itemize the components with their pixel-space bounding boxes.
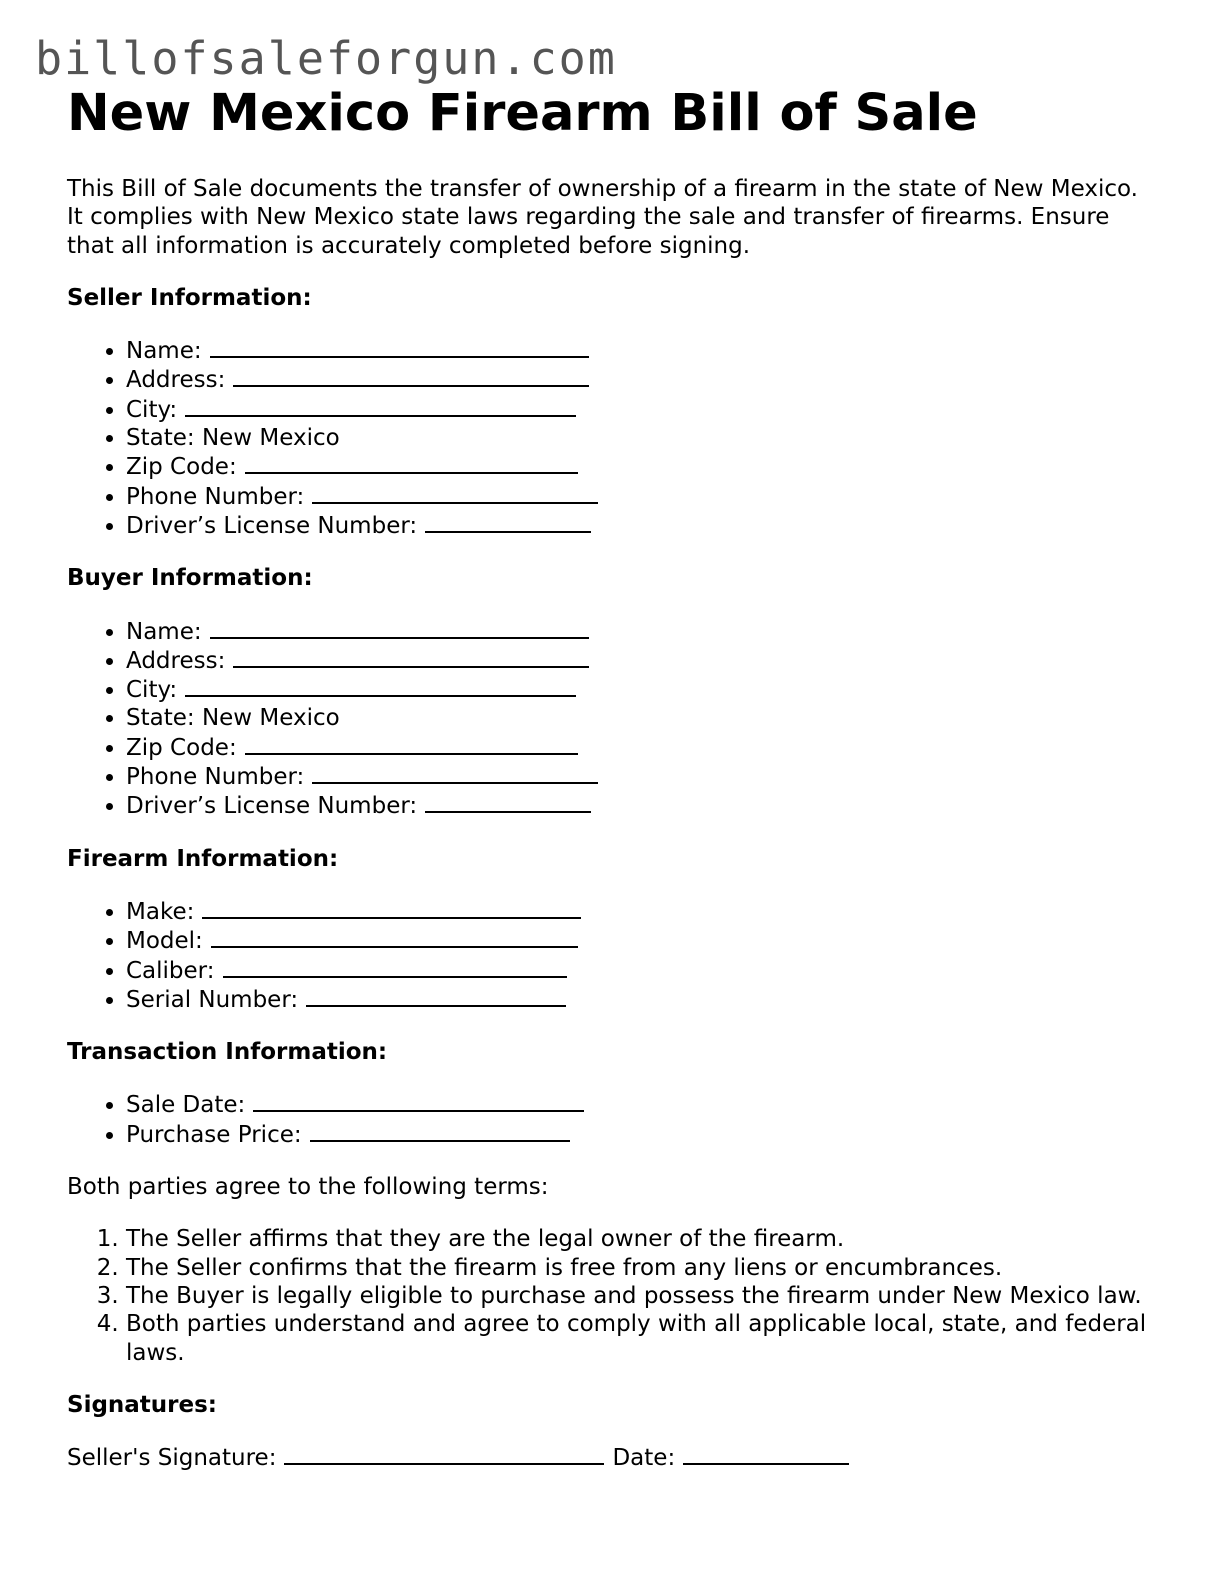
buyer-phone-item	[126, 762, 1157, 791]
seller-signature-label: Seller's Signature:	[67, 1445, 277, 1472]
seller-name-blank[interactable]	[210, 336, 589, 358]
firearm-make-item	[126, 897, 1157, 926]
buyer-zip-blank[interactable]	[245, 733, 578, 755]
buyer-phone-label: Phone Number:	[126, 764, 305, 791]
firearm-serial-item	[126, 985, 1157, 1014]
buyer-address-item	[126, 646, 1157, 675]
firearm-heading: Firearm Information:	[67, 845, 339, 872]
intro-paragraph: This Bill of Sale documents the transfer of ownership of a firearm in the state of New Mexico. It complies with New Mexico state laws regarding the sale and transfer of firearms. Ensure that all information is accurately completed before signing.	[67, 176, 1138, 259]
transaction-fields	[67, 1090, 1157, 1149]
transaction-heading: Transaction Information:	[67, 1039, 388, 1066]
firearm-serial-label: Serial Number:	[126, 986, 299, 1013]
firearm-model-blank[interactable]	[211, 926, 578, 948]
firearm-make-blank[interactable]	[202, 897, 581, 919]
buyer-name-item	[126, 617, 1157, 646]
transaction-price-item	[126, 1120, 1157, 1149]
sale-date-label: Sale Date:	[126, 1092, 246, 1119]
buyer-address-blank[interactable]	[233, 646, 589, 668]
seller-signature-blank[interactable]	[284, 1443, 604, 1465]
seller-zip-item	[126, 452, 1157, 481]
seller-city-blank[interactable]	[185, 395, 576, 417]
buyer-state-label: State: New Mexico	[126, 705, 340, 732]
document-title: New Mexico Firearm Bill of Sale	[67, 84, 978, 143]
firearm-serial-blank[interactable]	[306, 985, 566, 1007]
seller-zip-label: Zip Code:	[126, 454, 237, 481]
firearm-model-label: Model:	[126, 928, 203, 955]
seller-state-label: State: New Mexico	[126, 425, 340, 452]
seller-name-label: Name:	[126, 338, 202, 365]
seller-phone-item	[126, 482, 1157, 511]
seller-zip-blank[interactable]	[245, 452, 578, 474]
term-item: 3. The Buyer is legally eligible to purchase and possess the firearm under New Mexico law.	[126, 1282, 1157, 1310]
buyer-name-label: Name:	[126, 618, 202, 645]
term-item: 2. The Seller confirms that the firearm is free from any liens or encumbrances.	[126, 1254, 1157, 1282]
seller-address-label: Address:	[126, 367, 226, 394]
buyer-zip-item	[126, 733, 1157, 762]
term-item: 4. Both parties understand and agree to comply with all applicable local, state, and federal laws.	[126, 1310, 1157, 1367]
seller-phone-blank[interactable]	[312, 482, 598, 504]
buyer-fields	[67, 617, 1157, 821]
transaction-date-item	[126, 1090, 1157, 1119]
buyer-license-blank[interactable]	[425, 791, 591, 813]
signature-date-blank[interactable]	[683, 1443, 849, 1465]
buyer-city-blank[interactable]	[185, 675, 576, 697]
seller-license-label: Driver’s License Number:	[126, 512, 418, 539]
signature-date-label: Date:	[612, 1445, 676, 1472]
seller-phone-label: Phone Number:	[126, 483, 305, 510]
watermark: billofsaleforgun.com	[35, 32, 617, 85]
buyer-city-item	[126, 675, 1157, 704]
term-item: 1. The Seller affirms that they are the legal owner of the firearm.	[126, 1225, 1157, 1253]
purchase-price-label: Purchase Price:	[126, 1121, 302, 1148]
buyer-address-label: Address:	[126, 647, 226, 674]
seller-fields	[67, 336, 1157, 540]
seller-address-blank[interactable]	[233, 365, 589, 387]
buyer-state-item	[126, 704, 1157, 732]
firearm-make-label: Make:	[126, 898, 195, 925]
purchase-price-blank[interactable]	[310, 1120, 570, 1142]
seller-state-item	[126, 424, 1157, 452]
firearm-caliber-blank[interactable]	[223, 956, 567, 978]
buyer-license-label: Driver’s License Number:	[126, 793, 418, 820]
buyer-name-blank[interactable]	[210, 617, 589, 639]
firearm-caliber-label: Caliber:	[126, 957, 215, 984]
buyer-phone-blank[interactable]	[312, 762, 598, 784]
firearm-model-item	[126, 926, 1157, 955]
document	[67, 84, 1157, 1472]
seller-name-item	[126, 336, 1157, 365]
seller-city-item	[126, 395, 1157, 424]
sale-date-blank[interactable]	[253, 1090, 584, 1112]
seller-city-label: City:	[126, 396, 178, 423]
seller-heading: Seller Information:	[67, 284, 312, 311]
terms-list	[67, 1225, 1157, 1366]
buyer-heading: Buyer Information:	[67, 565, 313, 592]
buyer-zip-label: Zip Code:	[126, 734, 237, 761]
firearm-caliber-item	[126, 956, 1157, 985]
firearm-fields	[67, 897, 1157, 1014]
seller-license-item	[126, 511, 1157, 540]
buyer-license-item	[126, 791, 1157, 820]
seller-address-item	[126, 365, 1157, 394]
terms-intro: Both parties agree to the following terms:	[67, 1174, 549, 1201]
seller-signature-line	[67, 1443, 1157, 1472]
seller-license-blank[interactable]	[425, 511, 591, 533]
buyer-city-label: City:	[126, 677, 178, 704]
signatures-heading: Signatures:	[67, 1391, 218, 1418]
